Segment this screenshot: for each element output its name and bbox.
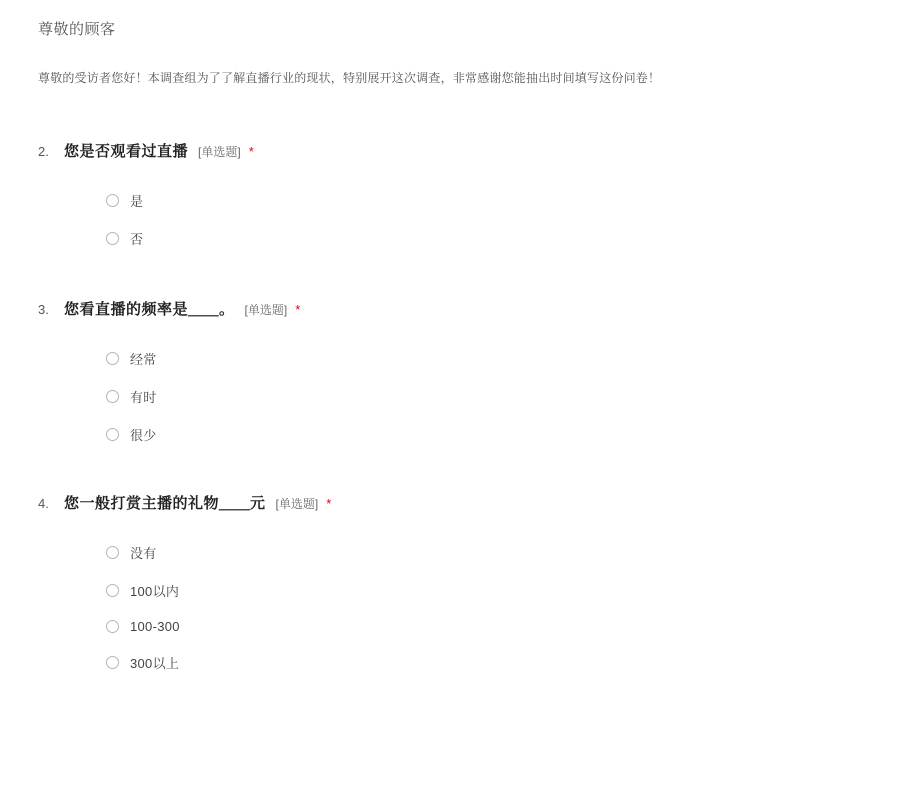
question-title: 您是否观看过直播 xyxy=(64,143,189,161)
question-header xyxy=(38,492,860,513)
option-label: 100-300 xyxy=(130,619,180,635)
question-index: 3. xyxy=(38,302,49,318)
question-title: 您看直播的频率是＿＿。 xyxy=(64,301,235,319)
question-block xyxy=(36,298,860,444)
required-asterisk: * xyxy=(248,144,254,160)
radio-icon[interactable] xyxy=(106,232,119,245)
radio-icon[interactable] xyxy=(106,352,119,365)
radio-icon[interactable] xyxy=(106,620,119,633)
question-header xyxy=(38,298,860,319)
question-type-label: [单选题] xyxy=(198,145,241,160)
required-asterisk: * xyxy=(295,302,301,318)
option-item[interactable] xyxy=(106,387,860,406)
option-label: 有时 xyxy=(130,390,157,406)
option-label: 经常 xyxy=(130,352,157,368)
option-list xyxy=(106,191,860,248)
radio-icon[interactable] xyxy=(106,584,119,597)
radio-icon[interactable] xyxy=(106,390,119,403)
option-item[interactable] xyxy=(106,349,860,368)
option-item[interactable] xyxy=(106,619,860,634)
option-list xyxy=(106,543,860,672)
radio-icon[interactable] xyxy=(106,546,119,559)
question-block xyxy=(36,140,860,248)
survey-description: 尊敬的受访者您好！本调查组为了了解直播行业的现状，特别展开这次调查，非常感谢您能抽出时间填写这份问卷！ xyxy=(38,71,661,85)
radio-icon[interactable] xyxy=(106,194,119,207)
question-block xyxy=(36,492,860,672)
option-item[interactable] xyxy=(106,191,860,210)
question-type-label: [单选题] xyxy=(275,497,319,512)
option-item[interactable] xyxy=(106,425,860,444)
option-item[interactable] xyxy=(106,543,860,562)
option-label: 否 xyxy=(130,232,144,248)
option-label: 300以上 xyxy=(130,656,180,672)
question-index: 2. xyxy=(38,144,49,160)
page-title: 尊敬的顾客 xyxy=(38,21,116,38)
option-item[interactable] xyxy=(106,229,860,248)
option-label: 100以内 xyxy=(130,584,180,600)
question-type-label: [单选题] xyxy=(244,303,288,318)
question-header xyxy=(38,140,860,161)
option-label: 很少 xyxy=(130,428,157,444)
question-index: 4. xyxy=(38,496,49,512)
radio-icon[interactable] xyxy=(106,428,119,441)
question-title: 您一般打赏主播的礼物＿＿元 xyxy=(64,495,266,513)
option-list xyxy=(106,349,860,444)
required-asterisk: * xyxy=(326,496,332,512)
option-label: 没有 xyxy=(130,546,157,562)
option-item[interactable] xyxy=(106,581,860,600)
radio-icon[interactable] xyxy=(106,656,119,669)
option-label: 是 xyxy=(130,194,144,210)
option-item[interactable] xyxy=(106,653,860,672)
